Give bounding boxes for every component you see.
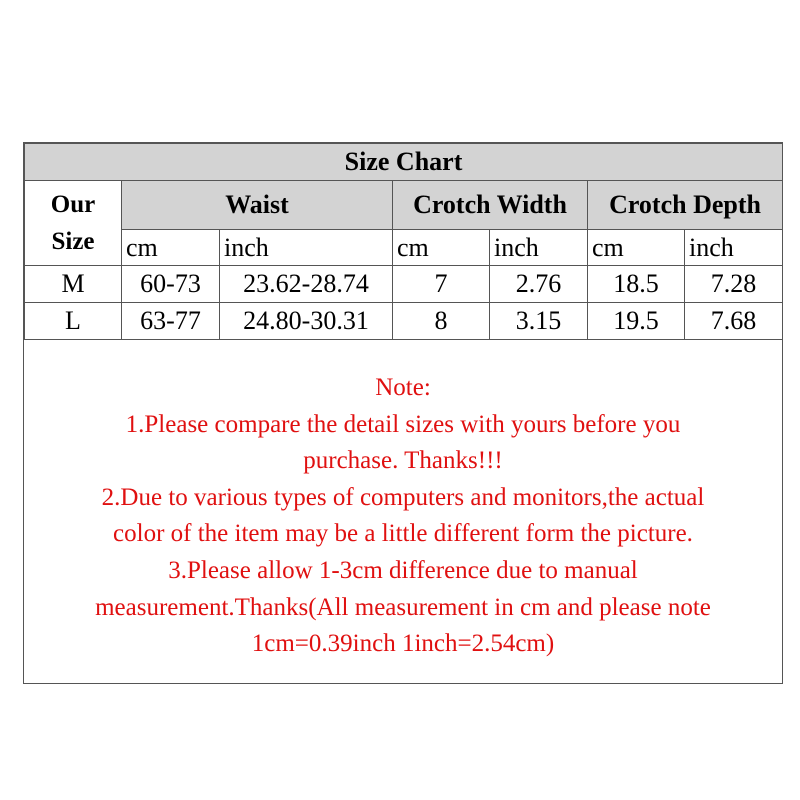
unit-header: cm (393, 230, 490, 266)
unit-header-row (25, 230, 783, 266)
table-cell: 23.62-28.74 (220, 266, 393, 303)
table-cell: 2.76 (490, 266, 588, 303)
group-header-row (25, 181, 783, 230)
waist-header: Waist (122, 181, 393, 230)
size-header-line-2: Size (51, 228, 95, 255)
table-cell: 24.80-30.31 (220, 303, 393, 340)
table-cell: 7.28 (685, 266, 783, 303)
unit-header: cm (588, 230, 685, 266)
table-cell: 3.15 (490, 303, 588, 340)
note-heading: Note: (375, 374, 431, 401)
size-label: M (25, 266, 122, 303)
note-line: measurement.Thanks(All measurement in cm and please note (95, 593, 711, 621)
note-line: 2.Due to various types of computers and monitors,the actual (101, 483, 705, 511)
table-row (25, 266, 783, 303)
title-row (25, 144, 783, 181)
note-section (24, 343, 782, 683)
unit-header: inch (490, 230, 588, 266)
size-label: L (25, 303, 122, 340)
size-header-line-1: Our (50, 191, 96, 218)
table-cell: 18.5 (588, 266, 685, 303)
crotch-depth-header: Crotch Depth (588, 181, 783, 230)
unit-header: inch (220, 230, 393, 266)
crotch-width-header: Crotch Width (393, 181, 588, 230)
note-line: 1cm=0.39inch 1inch=2.54cm) (251, 630, 555, 658)
table-cell: 19.5 (588, 303, 685, 340)
table-row (25, 303, 783, 340)
size-column-header (25, 181, 122, 266)
unit-header: cm (122, 230, 220, 266)
table-cell: 8 (393, 303, 490, 340)
note-line: 1.Please compare the detail sizes with yours before you (125, 410, 681, 438)
unit-header: inch (685, 230, 783, 266)
table-cell: 7 (393, 266, 490, 303)
note-line: 3.Please allow 1-3cm difference due to manual (168, 556, 638, 584)
table-cell: 7.68 (685, 303, 783, 340)
size-chart-table (24, 143, 783, 340)
size-chart-sheet (23, 142, 783, 684)
table-title: Size Chart (25, 144, 783, 181)
table-cell: 63-77 (122, 303, 220, 340)
note-line: purchase. Thanks!!! (303, 447, 503, 475)
note-line: color of the item may be a little different form the picture. (113, 520, 693, 548)
table-cell: 60-73 (122, 266, 220, 303)
